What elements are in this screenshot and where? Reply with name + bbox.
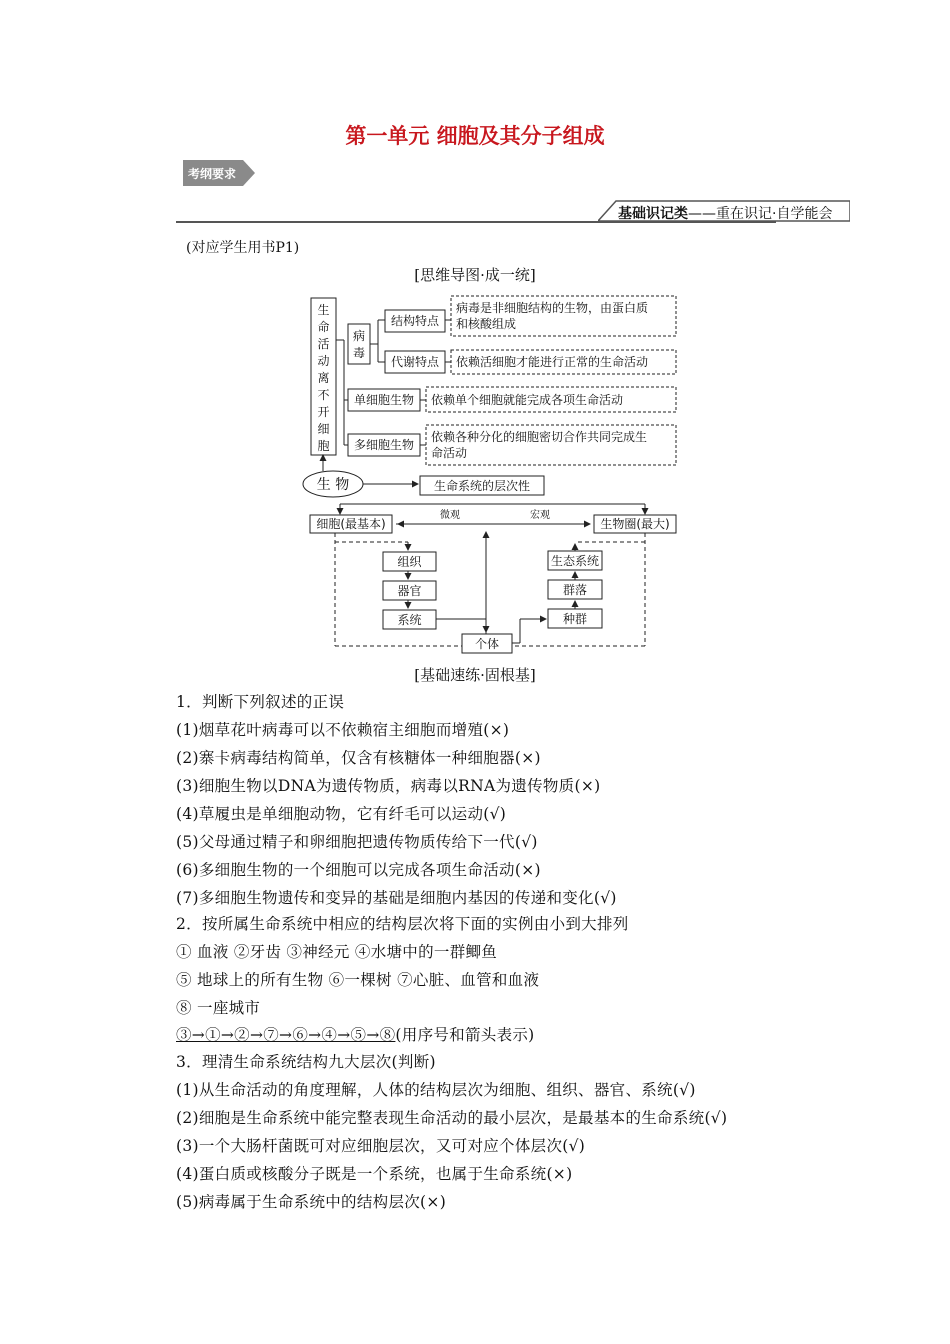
virus-label: 毒 (352, 346, 366, 360)
vlabel-char: 不 (317, 388, 330, 402)
book-reference: (对应学生用书P1) (186, 240, 300, 256)
page-title: 第一单元 细胞及其分子组成 (345, 124, 605, 148)
organ-box: 器官 (397, 584, 422, 598)
text-line: (1)烟草花叶病毒可以不依赖宿主细胞而增殖(×) (176, 721, 510, 739)
practice-heading: [基础速练·固根基] (414, 666, 536, 684)
multicellular-desc: 命活动 (431, 446, 468, 460)
virus-label: 病 (352, 329, 366, 343)
tissue-box: 组织 (397, 555, 422, 569)
text-line: 2．按所属生命系统中相应的结构层次将下面的实例由小到大排列 (176, 915, 629, 933)
tag-label: 考纲要求 (188, 167, 237, 181)
ecosystem-box: 生态系统 (550, 554, 600, 568)
vertical-label (317, 302, 329, 453)
answer-line (176, 1023, 535, 1045)
macro-label: 宏观 (530, 510, 550, 521)
text-line: (3)一个大肠杆菌既可对应细胞层次，又可对应个体层次(√) (176, 1137, 586, 1155)
biosphere-box: 生物圈(最大) (600, 517, 670, 531)
answer-note: (用序号和箭头表示) (395, 1026, 535, 1044)
vlabel-char: 动 (317, 354, 330, 368)
text-line: 1．判断下列叙述的正误 (176, 693, 345, 711)
multicellular-box: 多细胞生物 (353, 438, 415, 452)
multicellular-desc: 依赖各种分化的细胞密切合作共同完成生 (431, 430, 648, 444)
text-line: (1)从生命活动的角度理解，人体的结构层次为细胞、组织、器官、系统(√) (176, 1081, 696, 1099)
population-box: 种群 (562, 612, 588, 626)
section-header (618, 203, 832, 223)
text-line: ⑧ 一座城市 (176, 999, 261, 1017)
header-category: 基础识记类 (618, 206, 688, 222)
structure-desc: 和核酸组成 (456, 317, 517, 331)
unicellular-desc: 依赖单个细胞就能完成各项生命活动 (431, 393, 624, 407)
text-line: (4)草履虫是单细胞动物，它有纤毛可以运动(√) (176, 805, 507, 823)
individual-box: 个体 (474, 637, 500, 651)
organism-ellipse: 生 物 (316, 477, 350, 493)
text-line: (7)多细胞生物遗传和变异的基础是细胞内基因的传递和变化(√) (176, 889, 617, 907)
text-line: (5)病毒属于生命系统中的结构层次(×) (176, 1193, 447, 1211)
cell-box: 细胞(最基本) (316, 517, 386, 531)
hierarchy-box: 生命系统的层次性 (433, 479, 531, 493)
vlabel-char: 生 (317, 303, 330, 317)
text-line: (2)细胞是生命系统中能完整表现生命活动的最小层次，是最基本的生命系统(√) (176, 1109, 728, 1127)
text-line: ⑤ 地球上的所有生物 ⑥一棵树 ⑦心脏、血管和血液 (176, 971, 540, 989)
header-subtitle: ——重在识记·自学能会 (688, 206, 833, 222)
text-line: (3)细胞生物以DNA为遗传物质，病毒以RNA为遗传物质(×) (176, 777, 601, 795)
vlabel-char: 胞 (317, 439, 330, 453)
unicellular-box: 单细胞生物 (353, 393, 415, 407)
vlabel-char: 细 (317, 422, 330, 436)
vlabel-char: 命 (317, 320, 330, 334)
vlabel-char: 离 (317, 371, 330, 385)
vlabel-char: 活 (317, 337, 330, 351)
text-line: ① 血液 ②牙齿 ③神经元 ④水塘中的一群鲫鱼 (176, 943, 498, 961)
concept-mindmap (300, 290, 690, 655)
mindmap-heading: [思维导图·成一统] (414, 266, 536, 284)
structure-desc: 病毒是非细胞结构的生物，由蛋白质 (456, 301, 649, 315)
text-line: (6)多细胞生物的一个细胞可以完成各项生命活动(×) (176, 861, 541, 879)
vlabel-char: 开 (317, 405, 330, 419)
text-line: 3．理清生命系统结构九大层次(判断) (176, 1053, 436, 1071)
system-box: 系统 (397, 613, 422, 627)
text-line: (4)蛋白质或核酸分子既是一个系统，也属于生命系统(×) (176, 1165, 573, 1183)
metabolism-feature-box: 代谢特点 (390, 355, 440, 369)
community-box: 群落 (562, 583, 588, 597)
metabolism-desc: 依赖活细胞才能进行正常的生命活动 (456, 355, 649, 369)
structure-feature-box: 结构特点 (390, 314, 440, 328)
micro-label: 微观 (440, 510, 460, 521)
text-line: (5)父母通过精子和卵细胞把遗传物质传给下一代(√) (176, 833, 538, 851)
text-line: (2)寨卡病毒结构简单，仅含有核糖体一种细胞器(×) (176, 749, 541, 767)
answer-sequence: ③→①→②→⑦→⑥→④→⑤→⑧ (176, 1026, 396, 1044)
